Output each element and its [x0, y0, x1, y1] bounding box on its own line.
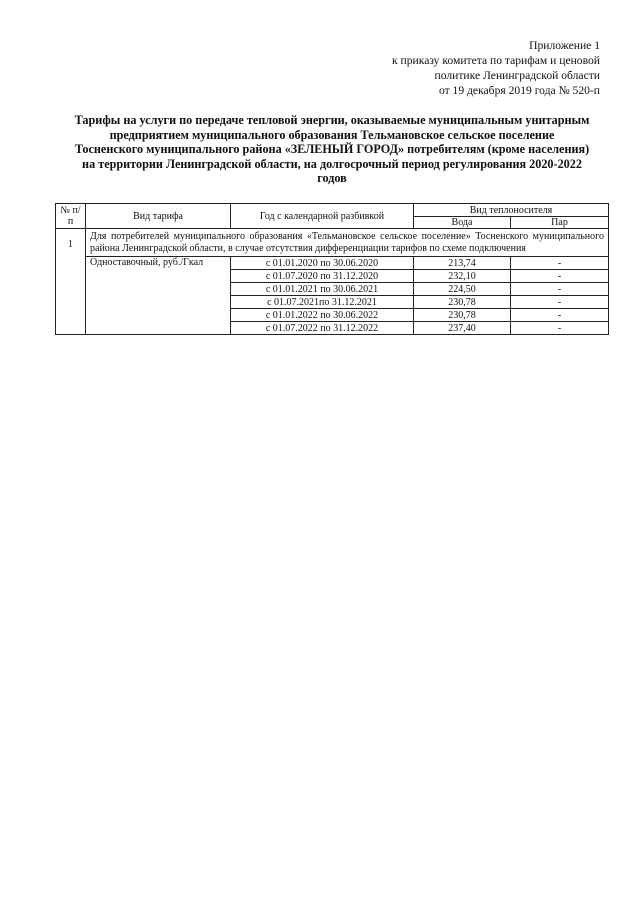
table-row-description — [56, 229, 609, 257]
title-line-5: годов — [317, 171, 347, 186]
period-cell: с 01.01.2021 по 30.06.2021 — [231, 283, 414, 296]
steam-cell: - — [511, 296, 609, 309]
steam-cell: - — [511, 257, 609, 270]
header-water: Вода — [414, 217, 511, 229]
title-line-4: на территории Ленинградской области, на долгосрочный период регулирования 2020-2022 — [82, 156, 582, 171]
annex-header — [330, 38, 600, 98]
water-cell: 213,74 — [414, 257, 511, 270]
water-cell: 230,78 — [414, 309, 511, 322]
period-cell: с 01.01.2022 по 30.06.2022 — [231, 309, 414, 322]
period-cell: с 01.07.2021по 31.12.2021 — [231, 296, 414, 309]
title-line-1: Тарифы на услуги по передаче тепловой энергии, оказываемые муниципальным унитарным — [74, 113, 590, 127]
title-line-2: предприятием муниципального образования Тельмановское сельское поселение — [109, 127, 555, 142]
tariff-name: Одноставочный, руб./Гкал — [86, 257, 231, 335]
water-cell: 224,50 — [414, 283, 511, 296]
annex-date: от 19 декабря 2019 года № 520-п — [438, 84, 600, 97]
annex-authority: политике Ленинградской области — [434, 69, 600, 82]
header-num: № п/п — [56, 204, 86, 229]
steam-cell: - — [511, 270, 609, 283]
header-year: Год с календарной разбивкой — [231, 204, 414, 229]
annex-order-ref: к приказу комитета по тарифам и ценовой — [392, 54, 600, 67]
period-cell: с 01.07.2022 по 31.12.2022 — [231, 322, 414, 335]
annex-title: Приложение 1 — [529, 39, 600, 52]
water-cell: 232,10 — [414, 270, 511, 283]
header-tariff-type: Вид тарифа — [86, 204, 231, 229]
document-title — [52, 113, 612, 186]
steam-cell: - — [511, 322, 609, 335]
period-cell: с 01.01.2020 по 30.06.2020 — [231, 257, 414, 270]
tariff-table — [55, 203, 609, 335]
header-steam: Пар — [511, 217, 609, 229]
steam-cell: - — [511, 283, 609, 296]
header-carrier: Вид теплоносителя — [414, 204, 609, 217]
consumer-description: Для потребителей муниципального образования «Тельмановское сельское поселение» Тосненского муниципального района Ленинградской области, в случае отсутствия дифференциации тарифов по схеме подключения — [86, 229, 609, 257]
row-number: 1 — [56, 229, 86, 335]
period-cell: с 01.07.2020 по 31.12.2020 — [231, 270, 414, 283]
water-cell: 237,40 — [414, 322, 511, 335]
water-cell: 230,78 — [414, 296, 511, 309]
table-header-row — [56, 204, 609, 217]
title-line-3: Тосненского муниципального района «ЗЕЛЕНЫЙ ГОРОД» потребителям (кроме населения) — [74, 142, 590, 157]
table-row — [56, 257, 609, 270]
steam-cell: - — [511, 309, 609, 322]
